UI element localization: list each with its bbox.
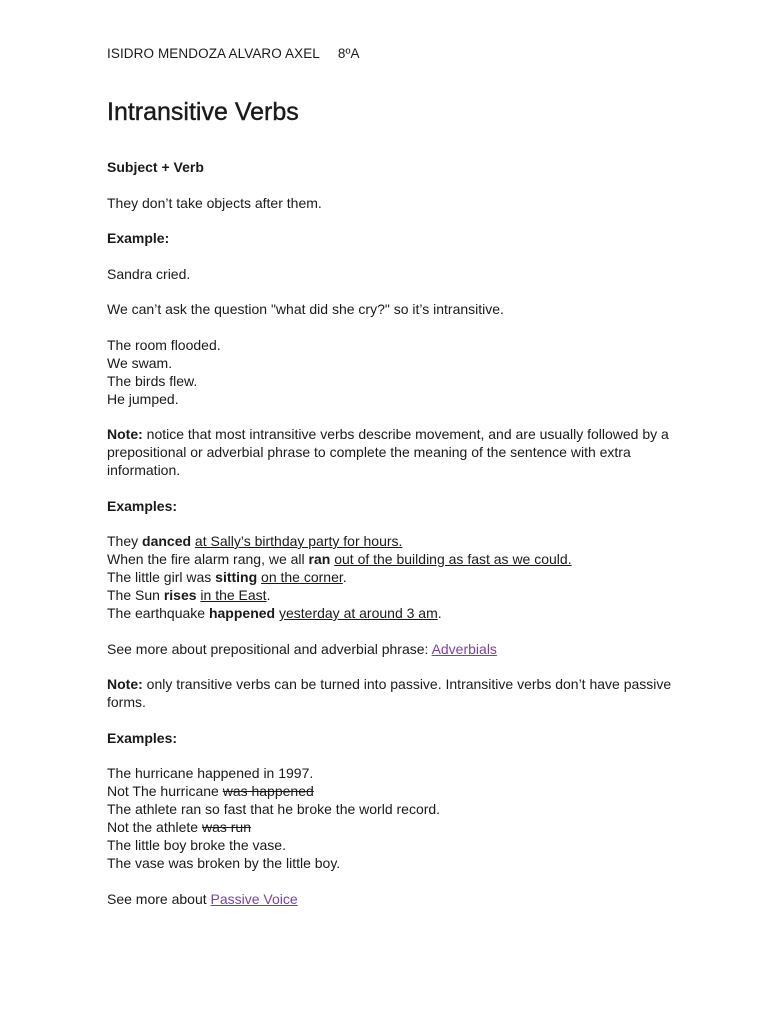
simple-examples	[107, 336, 687, 408]
note-movement	[107, 425, 687, 479]
phrase: at Sally’s birthday party for hours.	[194, 533, 403, 549]
note-text: only transitive verbs can be turned into passive. Intransitive verbs don’t have passive forms.	[107, 676, 672, 710]
phrase: in the East	[200, 587, 267, 603]
note-label: Note:	[107, 426, 143, 442]
passive-voice-link[interactable]: Passive Voice	[210, 890, 298, 907]
phrase-example: The little girl was sitting on the corner.	[107, 569, 347, 585]
note-passive	[107, 675, 687, 711]
note-label: Note:	[107, 676, 143, 692]
examples-label: Examples:	[107, 497, 178, 514]
verb: danced	[142, 533, 192, 549]
example-heading	[107, 229, 687, 247]
simple-example: He jumped.	[107, 390, 179, 407]
adverbials-link[interactable]: Adverbials	[431, 640, 497, 657]
example-sentence: Sandra cried.	[107, 265, 191, 282]
phrase: on the corner	[261, 569, 343, 585]
verb: happened	[208, 605, 276, 621]
phrase-example: The Sun rises in the East.	[107, 587, 271, 603]
student-grade: 8ºA	[337, 46, 360, 61]
phrase: out of the building as fast as we could.	[334, 551, 572, 567]
passive-example: Not the athlete was run	[107, 819, 251, 835]
struck-text: was happened	[222, 783, 314, 799]
passive-example: The athlete ran so fast that he broke the world record.	[107, 801, 441, 817]
student-header	[107, 46, 360, 61]
phrase-examples	[107, 532, 687, 622]
see-more-passive: See more about Passive Voice	[107, 890, 298, 907]
examples-heading	[107, 729, 687, 747]
passive-example: The little boy broke the vase.	[107, 837, 286, 853]
see-more-adverbials: See more about prepositional and adverbial phrase: Adverbials	[107, 640, 497, 657]
example-label: Example:	[107, 230, 170, 246]
student-name: ISIDRO MENDOZA ALVARO AXEL	[107, 46, 320, 61]
examples-heading	[107, 497, 687, 515]
phrase-example: The earthquake happened yesterday at around 3 am.	[107, 605, 442, 621]
question-explanation: We can’t ask the question "what did she cry?" so it’s intransitive.	[107, 301, 504, 317]
simple-example: We swam.	[107, 354, 173, 371]
struck-text: was run	[201, 819, 251, 835]
formula-text: Subject + Verb	[107, 159, 204, 175]
passive-example: Not The hurricane was happened	[107, 783, 314, 799]
definition: They don’t take objects after them.	[107, 194, 322, 211]
passive-example: The hurricane happened in 1997.	[107, 765, 314, 781]
examples-label: Examples:	[107, 729, 178, 746]
verb: sitting	[215, 569, 258, 585]
verb: ran	[308, 551, 331, 567]
phrase: yesterday at around 3 am	[278, 605, 438, 621]
page-title: Intransitive Verbs	[107, 98, 299, 126]
verb: rises	[163, 587, 197, 603]
note-text: notice that most intransitive verbs describe movement, and are usually followed by a prepositional or adverbial phrase to complete the meaning of the sentence with extra information.	[107, 426, 669, 478]
document-body	[107, 158, 687, 925]
phrase-example: They danced at Sally’s birthday party for hours.	[107, 533, 403, 549]
phrase-example: When the fire alarm rang, we all ran out of the building as fast as we could.	[107, 551, 572, 567]
simple-example: The birds flew.	[107, 372, 198, 389]
passive-examples	[107, 764, 687, 872]
passive-example: The vase was broken by the little boy.	[107, 855, 341, 871]
formula	[107, 158, 687, 176]
simple-example: The room flooded.	[107, 336, 221, 353]
